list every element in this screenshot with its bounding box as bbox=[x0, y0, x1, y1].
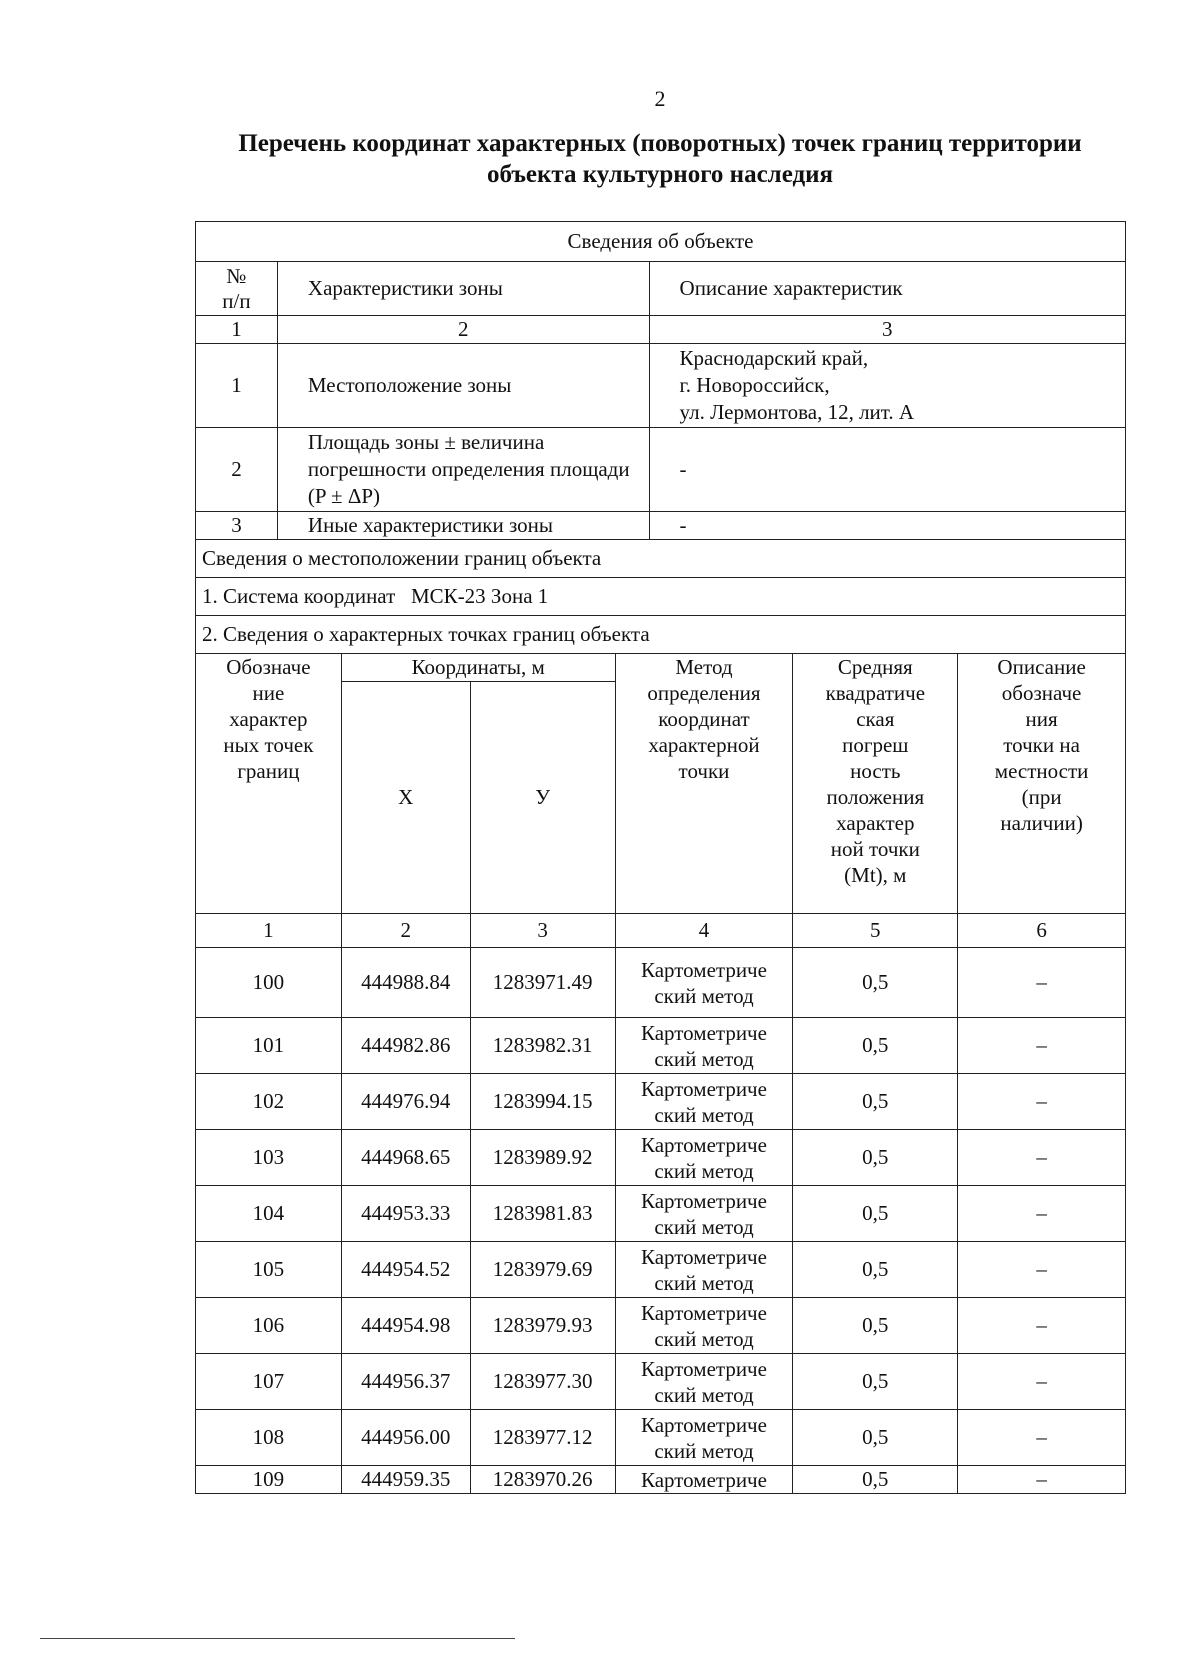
point-y: 1283970.26 bbox=[470, 1466, 615, 1494]
point-mt: 0,5 bbox=[793, 1018, 958, 1074]
col-index: 2 bbox=[277, 316, 649, 344]
col-error-header: Средняя квадратиче ская погреш ность положения характер ной точки (Mt), м bbox=[793, 654, 958, 914]
col-method-header: Метод определения координат характерной точки bbox=[615, 654, 793, 914]
point-y: 1283977.12 bbox=[470, 1410, 615, 1466]
point-description: – bbox=[958, 1018, 1126, 1074]
point-x: 444976.94 bbox=[341, 1074, 470, 1130]
point-y: 1283979.69 bbox=[470, 1242, 615, 1298]
table-row bbox=[196, 948, 1126, 1018]
point-mt: 0,5 bbox=[793, 1242, 958, 1298]
row-name: Местоположение зоны bbox=[277, 344, 649, 428]
points-section-header: 2. Сведения о характерных точках границ объекта bbox=[196, 616, 1126, 654]
point-y: 1283989.92 bbox=[470, 1130, 615, 1186]
col-index: 6 bbox=[958, 914, 1126, 948]
point-mt: 0,5 bbox=[793, 1186, 958, 1242]
point-method: Картометриче ский метод bbox=[615, 1298, 793, 1354]
col-y-header: У bbox=[470, 682, 615, 914]
point-mt: 0,5 bbox=[793, 1354, 958, 1410]
point-method: Картометриче ский метод bbox=[615, 948, 793, 1018]
point-mt: 0,5 bbox=[793, 1466, 958, 1494]
col-index: 2 bbox=[341, 914, 470, 948]
col-index: 5 bbox=[793, 914, 958, 948]
point-description: – bbox=[958, 948, 1126, 1018]
point-x: 444953.33 bbox=[341, 1186, 470, 1242]
boundary-table bbox=[195, 221, 1126, 1494]
point-mt: 0,5 bbox=[793, 1130, 958, 1186]
point-mt: 0,5 bbox=[793, 948, 958, 1018]
col-x-header: X bbox=[341, 682, 470, 914]
table-row bbox=[196, 1018, 1126, 1074]
point-x: 444954.98 bbox=[341, 1298, 470, 1354]
page-number: 2 bbox=[654, 86, 666, 111]
point-x: 444954.52 bbox=[341, 1242, 470, 1298]
point-description: – bbox=[958, 1074, 1126, 1130]
point-description: – bbox=[958, 1410, 1126, 1466]
point-method: Картометриче ский метод bbox=[615, 1242, 793, 1298]
point-id: 107 bbox=[196, 1354, 342, 1410]
point-description: – bbox=[958, 1130, 1126, 1186]
col-index: 3 bbox=[470, 914, 615, 948]
point-y: 1283977.30 bbox=[470, 1354, 615, 1410]
point-method: Картометриче ский метод bbox=[615, 1186, 793, 1242]
col-index: 1 bbox=[196, 914, 342, 948]
point-y: 1283971.49 bbox=[470, 948, 615, 1018]
point-y: 1283982.31 bbox=[470, 1018, 615, 1074]
point-x: 444956.00 bbox=[341, 1410, 470, 1466]
point-description: – bbox=[958, 1298, 1126, 1354]
point-id: 108 bbox=[196, 1410, 342, 1466]
point-id: 101 bbox=[196, 1018, 342, 1074]
document-title bbox=[150, 128, 1170, 190]
point-id: 105 bbox=[196, 1242, 342, 1298]
footer-divider bbox=[40, 1638, 515, 1639]
col-index: 4 bbox=[615, 914, 793, 948]
point-mt: 0,5 bbox=[793, 1410, 958, 1466]
row-value: - bbox=[649, 512, 1125, 540]
col-point-description-header: Описание обозначе ния точки на местности (при наличии) bbox=[958, 654, 1126, 914]
table-row bbox=[196, 1130, 1126, 1186]
point-mt: 0,5 bbox=[793, 1074, 958, 1130]
title-line-1: Перечень координат характерных (поворотных) точек границ территории bbox=[238, 130, 1082, 157]
col-description-header: Описание характеристик bbox=[649, 262, 1125, 316]
point-id: 106 bbox=[196, 1298, 342, 1354]
coordinate-system: 1. Система координат МСК-23 Зона 1 bbox=[196, 578, 1126, 616]
col-index: 1 bbox=[196, 316, 278, 344]
point-id: 102 bbox=[196, 1074, 342, 1130]
col-coordinates-header: Координаты, м bbox=[341, 654, 615, 682]
table-row bbox=[196, 1242, 1126, 1298]
col-index: 3 bbox=[649, 316, 1125, 344]
point-y: 1283979.93 bbox=[470, 1298, 615, 1354]
point-description: – bbox=[958, 1354, 1126, 1410]
point-method: Картометриче ский метод bbox=[615, 1074, 793, 1130]
row-name: Иные характеристики зоны bbox=[277, 512, 649, 540]
point-description: – bbox=[958, 1186, 1126, 1242]
row-name: Площадь зоны ± величина погрешности определения площади (P ± ΔP) bbox=[277, 428, 649, 512]
point-x: 444988.84 bbox=[341, 948, 470, 1018]
point-method: Картометриче ский метод bbox=[615, 1018, 793, 1074]
point-id: 100 bbox=[196, 948, 342, 1018]
point-x: 444956.37 bbox=[341, 1354, 470, 1410]
table-row bbox=[196, 1186, 1126, 1242]
table-row bbox=[196, 1074, 1126, 1130]
table-row bbox=[196, 1354, 1126, 1410]
col-designation-header: Обозначе ние характер ных точек границ bbox=[196, 654, 342, 914]
point-method: Картометриче ский метод bbox=[615, 1130, 793, 1186]
point-description: – bbox=[958, 1242, 1126, 1298]
point-y: 1283994.15 bbox=[470, 1074, 615, 1130]
row-value: Краснодарский край, г. Новороссийск, ул. Лермонтова, 12, лит. А bbox=[649, 344, 1125, 428]
point-y: 1283981.83 bbox=[470, 1186, 615, 1242]
location-section-header: Сведения о местоположении границ объекта bbox=[196, 540, 1126, 578]
point-id: 104 bbox=[196, 1186, 342, 1242]
col-num-header: № п/п bbox=[196, 262, 278, 316]
table-row bbox=[196, 1298, 1126, 1354]
point-id: 109 bbox=[196, 1466, 342, 1494]
row-num: 2 bbox=[196, 428, 278, 512]
point-id: 103 bbox=[196, 1130, 342, 1186]
row-num: 3 bbox=[196, 512, 278, 540]
point-mt: 0,5 bbox=[793, 1298, 958, 1354]
point-x: 444959.35 bbox=[341, 1466, 470, 1494]
col-characteristics-header: Характеристики зоны bbox=[277, 262, 649, 316]
object-section-header: Сведения об объекте bbox=[196, 222, 1126, 262]
point-method: Картометриче ский метод bbox=[615, 1354, 793, 1410]
row-value: - bbox=[649, 428, 1125, 512]
point-x: 444968.65 bbox=[341, 1130, 470, 1186]
row-num: 1 bbox=[196, 344, 278, 428]
point-description: – bbox=[958, 1466, 1126, 1494]
table-row bbox=[196, 1466, 1126, 1494]
point-x: 444982.86 bbox=[341, 1018, 470, 1074]
table-row bbox=[196, 1410, 1126, 1466]
point-method: Картометриче bbox=[615, 1466, 793, 1494]
point-method: Картометриче ский метод bbox=[615, 1410, 793, 1466]
title-line-2: объекта культурного наследия bbox=[486, 161, 834, 188]
